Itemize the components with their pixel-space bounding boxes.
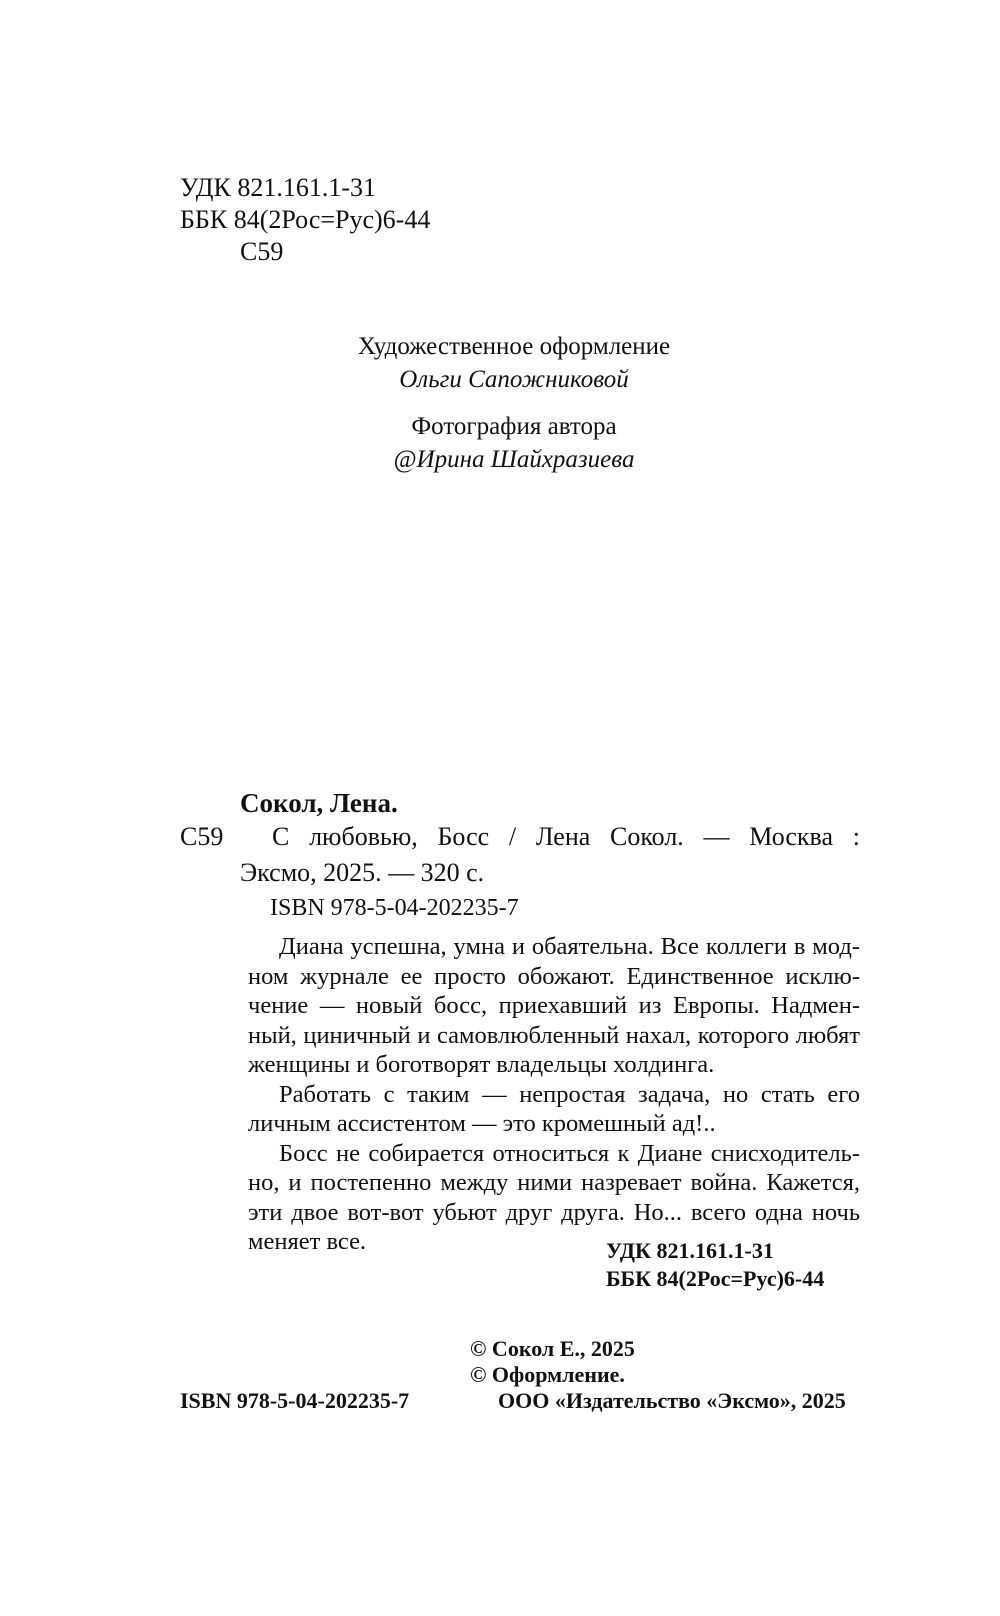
annotation-paragraph-2: Работать с таким — непростая задача, но стать его личным ассистентом — это кромешный ад!..	[248, 1080, 860, 1137]
design-credit-label: Художественное оформление	[357, 333, 671, 360]
udk-code-bottom: УДК 821.161.1-31	[606, 1238, 774, 1263]
isbn-bottom: ISBN 978-5-04-202235-7	[180, 1388, 410, 1413]
author-heading: Сокол, Лена.	[240, 788, 398, 818]
bbk-code-bottom: ББК 84(2Рос=Рус)6-44	[606, 1266, 825, 1291]
isbn-entry: ISBN 978-5-04-202235-7	[270, 895, 519, 921]
photo-credit-name: @Ирина Шайхразиева	[393, 446, 635, 473]
bbk-code-top: ББК 84(2Рос=Рус)6-44	[180, 205, 431, 234]
copyright-author: © Сокол Е., 2025	[470, 1336, 635, 1361]
title-line-1: С любовью, Босс / Лена Сокол. — Москва :	[272, 822, 860, 851]
annotation-paragraph-3: Босс не собирается относиться к Диане снисходительно, и постепенно между ними назревает война. Кажется, эти двое вот-вот убьют друг друга. Но... всего одна ночь меняет все.	[248, 1139, 860, 1255]
photo-credit-label: Фотография автора	[411, 413, 617, 440]
author-mark-entry: С59	[180, 822, 224, 851]
copyright-design: © Оформление.	[470, 1362, 625, 1387]
annotation-paragraph-1: Диана успешна, умна и обаятельна. Все коллеги в модном журнале ее просто обожают. Единственное исключение — новый босс, приехавший из Европы. Надменный, циничный и самовлюбленный нахал, которого любят женщины и боготворят владельцы холдинга.	[248, 933, 860, 1078]
title-line-2: Эксмо, 2025. — 320 с.	[240, 858, 485, 887]
udk-code-top: УДК 821.161.1-31	[180, 173, 377, 202]
author-mark-top: С59	[240, 237, 284, 266]
copyright-publisher: ООО «Издательство «Эксмо», 2025	[498, 1388, 846, 1413]
annotation	[248, 932, 860, 1257]
design-credit-name: Ольги Сапожниковой	[399, 366, 629, 393]
